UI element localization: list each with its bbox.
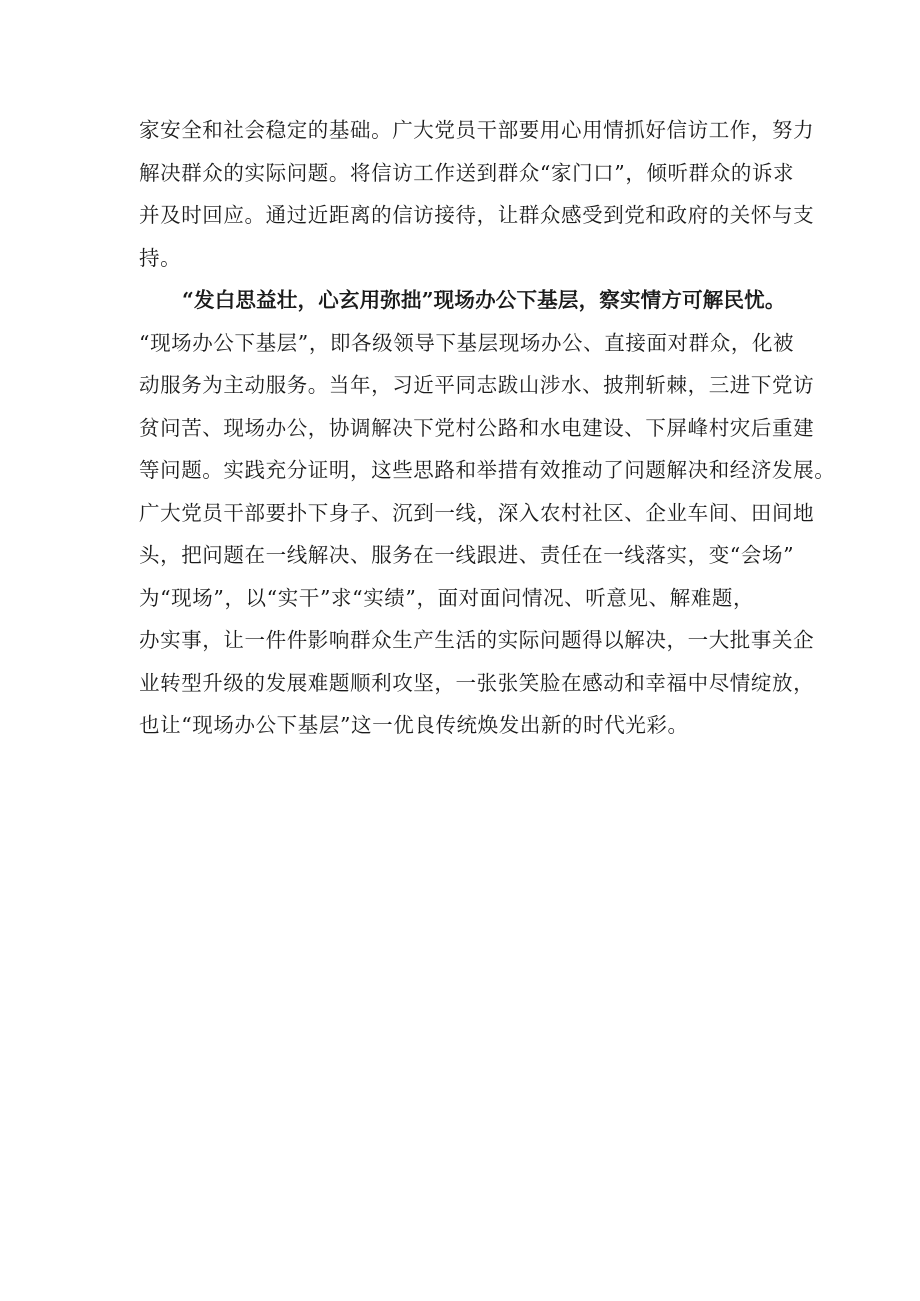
paragraph-1-line: 并及时回应。通过近距离的信访接待，让群众感受到党和政府的关怀与支 <box>139 203 815 227</box>
paragraph-2-line: 动服务为主动服务。当年，习近平同志跋山涉水、披荆斩棘，三进下党访 <box>139 373 815 397</box>
paragraph-2-line: 贫问苦、现场办公，协调解决下党村公路和水电建设、下屏峰村灾后重建 <box>139 415 815 440</box>
paragraph-2-heading: “发白思益壮，心玄用弥拙”现场办公下基层，察实情方可解民忧。 <box>182 288 786 312</box>
paragraph-1 <box>139 109 815 279</box>
paragraph-2-line: 业转型升级的发展难题顺利攻坚，一张张笑脸在感动和幸福中尽情绽放， <box>139 670 815 695</box>
paragraph-2-line: 头，把问题在一线解决、服务在一线跟进、责任在一线落实，变“会场” <box>139 543 795 567</box>
paragraph-2-line: 办实事，让一件件影响群众生产生活的实际问题得以解决，一大批事关企 <box>139 628 815 652</box>
paragraph-2 <box>139 279 836 747</box>
document-body <box>139 109 836 747</box>
paragraph-2-line: “现场办公下基层”，即各级领导下基层现场办公、直接面对群众，化被 <box>139 330 795 355</box>
paragraph-2-line: 为“现场”，以“实干”求“实绩”，面对面问情况、听意见、解难题， <box>139 585 755 610</box>
paragraph-2-line: 等问题。实践充分证明，这些思路和举措有效推动了问题解决和经济发展。 <box>139 458 836 482</box>
paragraph-1-line: 持。 <box>139 245 182 270</box>
paragraph-2-line: 也让“现场办公下基层”这一优良传统焕发出新的时代光彩。 <box>139 713 689 737</box>
paragraph-1-line: 解决群众的实际问题。将信访工作送到群众“家门口”，倾听群众的诉求 <box>139 160 795 185</box>
paragraph-1-line: 家安全和社会稳定的基础。广大党员干部要用心用情抓好信访工作，努力 <box>139 118 815 142</box>
paragraph-2-line: 广大党员干部要扑下身子、沉到一线，深入农村社区、企业车间、田间地 <box>139 500 815 525</box>
